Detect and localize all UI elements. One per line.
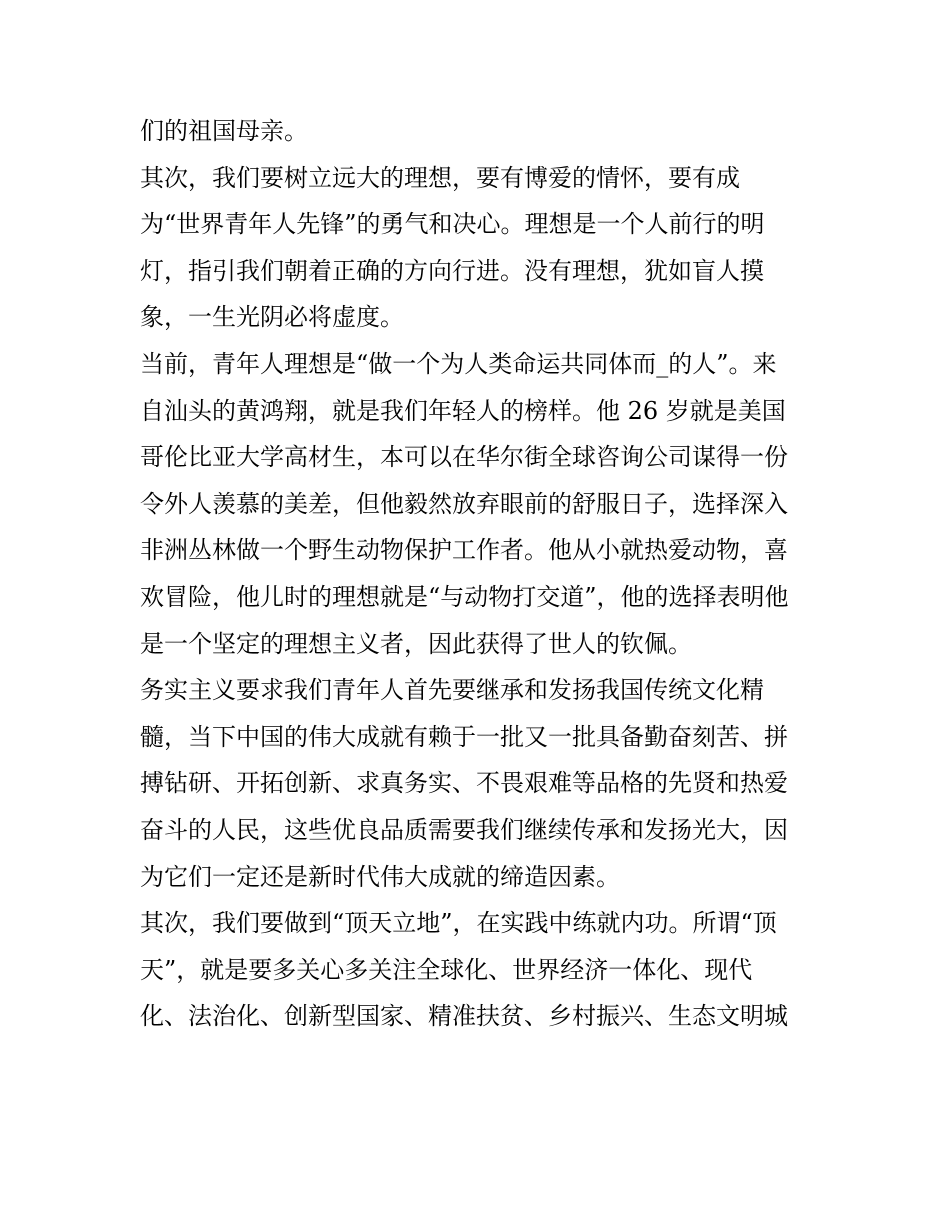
text-line: 其次，我们要树立远大的理想，要有博爱的情怀，要有成 — [140, 163, 740, 192]
text-line: 象，一生光阴必将虚度。 — [140, 303, 404, 332]
text-line: 搏钻研、开拓创新、求真务实、不畏艰难等品格的先贤和热爱 — [140, 769, 788, 798]
text-line: 化、法治化、创新型国家、精准扶贫、乡村振兴、生态文明城 — [140, 1002, 788, 1031]
document-body — [140, 108, 820, 1040]
text-line: 髓，当下中国的伟大成就有赖于一批又一批具备勤奋刻苦、拼 — [140, 722, 788, 751]
text-line: 务实主义要求我们青年人首先要继承和发扬我国传统文化精 — [140, 676, 764, 705]
text-line: 哥伦比亚大学高材生，本可以在华尔街全球咨询公司谋得一份 — [140, 443, 788, 472]
text-line: 是一个坚定的理想主义者，因此获得了世人的钦佩。 — [140, 629, 692, 658]
text-line: 为它们一定还是新时代伟大成就的缔造因素。 — [140, 862, 620, 891]
text-line: 们的祖国母亲。 — [140, 117, 308, 145]
text-line: 自汕头的黄鸿翔，就是我们年轻人的榜样。他 26 岁就是美国 — [140, 396, 786, 425]
text-line: 其次，我们要做到“顶天立地”，在实践中练就内功。所谓“顶 — [140, 909, 777, 938]
text-line: 令外人羡慕的美差，但他毅然放弃眼前的舒服日子，选择深入 — [140, 489, 788, 518]
text-line: 非洲丛林做一个野生动物保护工作者。他从小就热爱动物，喜 — [140, 536, 788, 565]
text-line: 当前，青年人理想是“做一个为人类命运共同体而_的人”。来 — [140, 349, 777, 378]
text-line: 天”，就是要多关心多关注全球化、世界经济一体化、现代 — [140, 955, 753, 984]
text-line: 奋斗的人民，这些优良品质需要我们继续传承和发扬光大，因 — [140, 815, 788, 844]
text-line: 欢冒险，他儿时的理想就是“与动物打交道”，他的选择表明他 — [140, 582, 789, 611]
text-line: 为“世界青年人先锋”的勇气和决心。理想是一个人前行的明 — [140, 210, 765, 239]
text-line: 灯，指引我们朝着正确的方向行进。没有理想，犹如盲人摸 — [140, 256, 764, 285]
